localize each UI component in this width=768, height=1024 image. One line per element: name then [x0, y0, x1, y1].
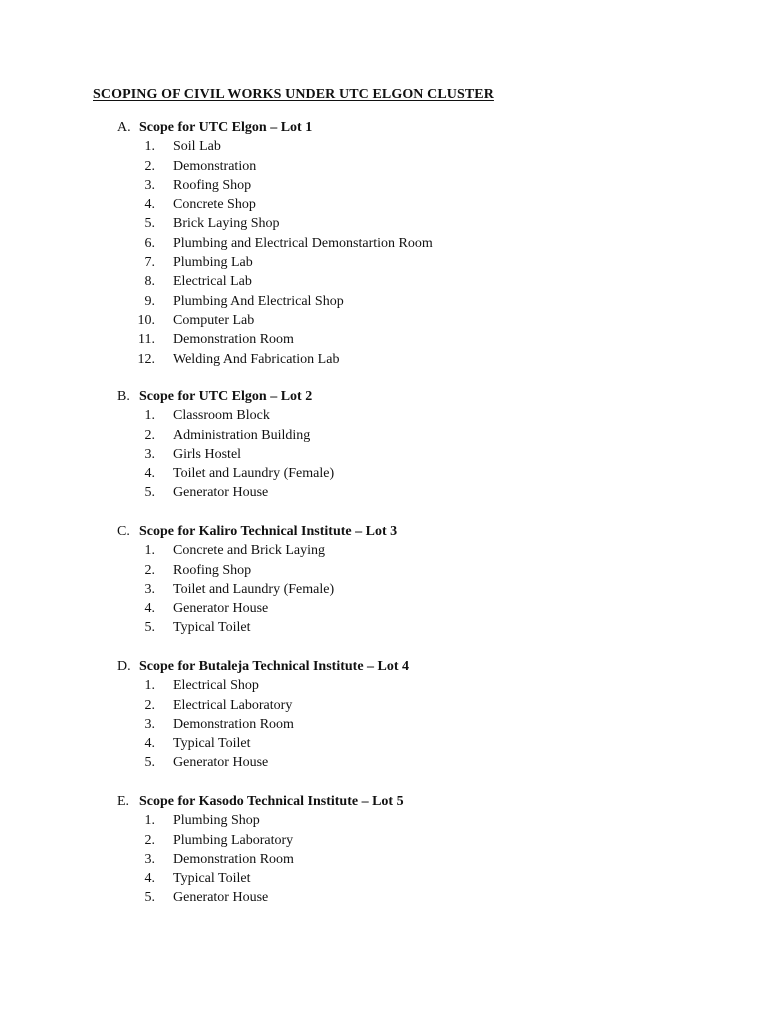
item-number: 1.: [144, 813, 155, 829]
item-number: 3.: [144, 581, 155, 597]
item-text: Concrete Shop: [173, 197, 256, 213]
list-item: [117, 214, 717, 233]
section-title: Scope for UTC Elgon – Lot 1: [139, 120, 313, 135]
list-item: [117, 850, 717, 869]
item-number: 4.: [144, 736, 155, 752]
item-text: Roofing Shop: [173, 177, 252, 193]
list-item: [117, 676, 717, 695]
item-number: 7.: [144, 255, 155, 271]
list-item: [117, 811, 717, 830]
item-text: Typical Toilet: [173, 871, 251, 887]
list-item: [117, 696, 717, 715]
item-number: 10.: [137, 312, 155, 328]
item-number: 5.: [144, 216, 155, 232]
list-item: [117, 311, 717, 330]
list-item: [117, 599, 717, 618]
item-text: Typical Toilet: [173, 736, 251, 752]
item-list: [117, 406, 717, 502]
section-letter: A.: [117, 120, 131, 135]
list-item: [117, 406, 717, 425]
section-lot-1: [117, 118, 717, 369]
section-heading: [117, 522, 717, 541]
item-number: 12.: [137, 351, 155, 367]
list-item: [117, 734, 717, 753]
list-item: [117, 541, 717, 560]
list-item: [117, 350, 717, 369]
item-number: 5.: [144, 890, 155, 906]
list-item: [117, 137, 717, 156]
item-number: 5.: [144, 755, 155, 771]
item-number: 2.: [144, 158, 155, 174]
item-list: [117, 137, 717, 369]
item-text: Brick Laying Shop: [173, 216, 280, 232]
item-number: 3.: [144, 851, 155, 867]
item-text: Computer Lab: [173, 312, 255, 328]
item-number: 4.: [144, 601, 155, 617]
section-title: Scope for UTC Elgon – Lot 2: [139, 389, 313, 404]
item-number: 1.: [144, 139, 155, 155]
list-item: [117, 715, 717, 734]
item-text: Girls Hostel: [173, 446, 242, 462]
section-letter: D.: [117, 659, 131, 674]
item-number: 8.: [144, 274, 155, 290]
item-text: Demonstration: [173, 158, 257, 174]
list-item: [117, 445, 717, 464]
section-letter: C.: [117, 524, 130, 539]
item-text: Generator House: [173, 755, 269, 771]
item-number: 2.: [144, 427, 155, 443]
list-item: [117, 253, 717, 272]
item-text: Plumbing Shop: [173, 813, 260, 829]
item-text: Generator House: [173, 890, 269, 906]
item-number: 4.: [144, 197, 155, 213]
item-number: 2.: [144, 832, 155, 848]
list-item: [117, 869, 717, 888]
item-text: Generator House: [173, 485, 269, 501]
item-number: 2.: [144, 697, 155, 713]
item-text: Electrical Lab: [173, 274, 252, 290]
list-item: [117, 157, 717, 176]
item-text: Demonstration Room: [173, 851, 294, 867]
item-text: Demonstration Room: [173, 716, 294, 732]
section-lot-2: [117, 387, 717, 503]
section-heading: [117, 387, 717, 406]
section-lot-4: [117, 657, 717, 773]
item-number: 5.: [144, 485, 155, 501]
item-text: Toilet and Laundry (Female): [173, 466, 335, 482]
item-text: Typical Toilet: [173, 620, 251, 636]
item-text: Plumbing And Electrical Shop: [173, 293, 344, 309]
item-number: 9.: [144, 293, 155, 309]
item-number: 4.: [144, 871, 155, 887]
section-title: Scope for Kaliro Technical Institute – Lot 3: [139, 524, 398, 539]
section-title: Scope for Butaleja Technical Institute – Lot 4: [139, 659, 410, 674]
item-number: 1.: [144, 678, 155, 694]
item-number: 3.: [144, 716, 155, 732]
list-item: [117, 426, 717, 445]
list-item: [117, 464, 717, 483]
item-text: Demonstration Room: [173, 332, 294, 348]
section-letter: E.: [117, 794, 130, 809]
list-item: [117, 195, 717, 214]
item-text: Administration Building: [173, 427, 311, 443]
list-item: [117, 292, 717, 311]
list-item: [117, 831, 717, 850]
section-heading: [117, 118, 717, 137]
item-number: 3.: [144, 446, 155, 462]
section-title: Scope for Kasodo Technical Institute – Lot 5: [139, 794, 404, 809]
list-item: [117, 888, 717, 907]
list-item: [117, 234, 717, 253]
list-item: [117, 618, 717, 637]
item-list: [117, 811, 717, 907]
item-text: Classroom Block: [173, 408, 270, 424]
item-text: Electrical Laboratory: [173, 697, 293, 713]
item-text: Plumbing and Electrical Demonstartion Room: [173, 235, 433, 251]
item-number: 4.: [144, 466, 155, 482]
page-title: SCOPING OF CIVIL WORKS UNDER UTC ELGON CLUSTER: [93, 87, 494, 102]
list-item: [117, 483, 717, 502]
section-lot-3: [117, 522, 717, 638]
item-number: 3.: [144, 177, 155, 193]
item-number: 2.: [144, 562, 155, 578]
item-text: Concrete and Brick Laying: [173, 543, 326, 559]
item-list: [117, 676, 717, 772]
item-text: Toilet and Laundry (Female): [173, 581, 335, 597]
item-text: Electrical Shop: [173, 678, 259, 694]
item-text: Soil Lab: [173, 139, 221, 155]
section-lot-5: [117, 792, 717, 908]
section-heading: [117, 657, 717, 676]
item-text: Welding And Fabrication Lab: [173, 351, 340, 367]
item-text: Plumbing Laboratory: [173, 832, 294, 848]
item-number: 1.: [144, 543, 155, 559]
item-number: 6.: [144, 235, 155, 251]
item-text: Roofing Shop: [173, 562, 252, 578]
item-number: 11.: [138, 332, 155, 348]
list-item: [117, 330, 717, 349]
item-number: 5.: [144, 620, 155, 636]
list-item: [117, 561, 717, 580]
item-text: Plumbing Lab: [173, 255, 253, 271]
list-item: [117, 176, 717, 195]
section-heading: [117, 792, 717, 811]
list-item: [117, 580, 717, 599]
item-number: 1.: [144, 408, 155, 424]
list-item: [117, 272, 717, 291]
list-item: [117, 753, 717, 772]
section-letter: B.: [117, 389, 130, 404]
item-list: [117, 541, 717, 637]
item-text: Generator House: [173, 601, 269, 617]
